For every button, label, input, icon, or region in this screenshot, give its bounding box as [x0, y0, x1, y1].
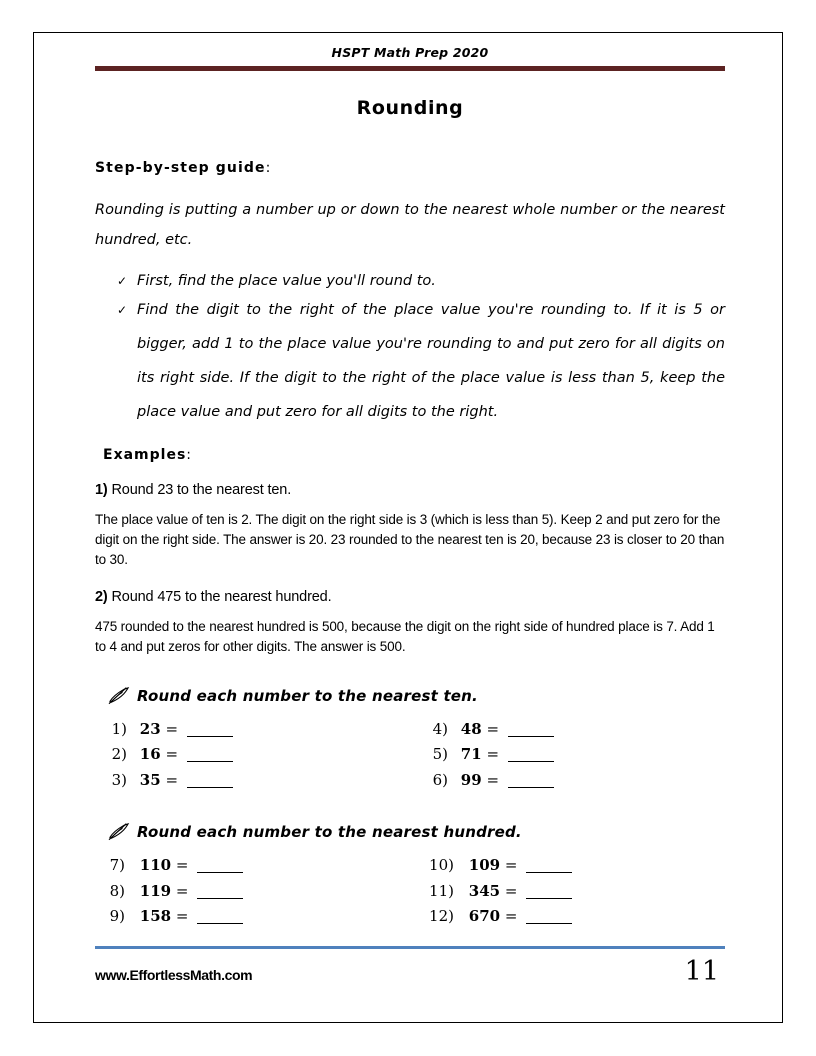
- equals-sign: =: [175, 881, 189, 900]
- footer-row: [95, 958, 725, 986]
- page-content: [95, 46, 725, 930]
- exercise-index: 1): [111, 719, 127, 738]
- example-answer: 475 rounded to the nearest hundred is 500, because the digit on the right side of hundred place is 7. Add 1 to 4 and put zeros for other digits. The answer is 500.: [95, 618, 715, 654]
- examples-heading-colon: :: [186, 446, 191, 463]
- quill-pen-icon: [108, 685, 130, 705]
- exercise-index: 2): [111, 745, 127, 763]
- exercise-value: 99: [460, 770, 482, 789]
- exercise-item: [410, 904, 725, 930]
- exercise-item: [95, 742, 410, 768]
- guide-heading-colon: :: [265, 160, 271, 176]
- header-rule: [95, 66, 725, 71]
- example-number: 1): [95, 481, 108, 498]
- example-question-text: Round 23 to the nearest ten.: [111, 481, 292, 498]
- exercise-item: [410, 879, 725, 905]
- exercise-value: 23: [139, 719, 161, 738]
- exercise-value: 109: [468, 856, 501, 874]
- answer-blank[interactable]: [508, 736, 554, 737]
- example-question: [95, 589, 725, 605]
- running-header: HSPT Math Prep 2020: [331, 45, 489, 60]
- exercise-heading-hundreds: [95, 823, 725, 841]
- list-item: [95, 270, 725, 292]
- guide-bullet-list: [95, 270, 725, 429]
- equals-sign: =: [504, 881, 518, 900]
- exercise-value: 158: [139, 907, 172, 925]
- exercise-value: 119: [139, 881, 172, 900]
- answer-blank[interactable]: [526, 898, 572, 899]
- equals-sign: =: [504, 856, 518, 874]
- answer-blank[interactable]: [187, 787, 233, 788]
- example-question-text: Round 475 to the nearest hundred.: [111, 588, 332, 605]
- exercise-heading-label: Round each number to the nearest hundred.: [137, 823, 522, 841]
- check-mark-icon: ✓: [117, 273, 128, 288]
- exercise-index: 8): [109, 881, 125, 900]
- list-item-label: First, find the place value you'll round to.: [137, 272, 436, 289]
- equals-sign: =: [504, 907, 518, 925]
- equals-sign: =: [165, 719, 179, 738]
- page-footer: [95, 946, 725, 986]
- exercise-index: 3): [111, 770, 127, 789]
- exercise-value: 670: [468, 907, 501, 925]
- examples-heading-text: Examples: [103, 446, 187, 463]
- answer-blank[interactable]: [508, 761, 554, 762]
- exercise-item: [410, 742, 725, 768]
- exercise-heading-label: Round each number to the nearest ten.: [137, 686, 478, 705]
- quill-pen-icon: [108, 821, 130, 841]
- example-number: 2): [95, 588, 108, 605]
- footer-website[interactable]: www.EffortlessMath.com: [95, 967, 253, 983]
- example-question: [95, 482, 725, 498]
- exercise-column-right: [410, 717, 725, 794]
- exercise-index: 4): [432, 719, 448, 738]
- exercise-index: 11): [429, 881, 454, 900]
- answer-blank[interactable]: [526, 872, 572, 873]
- guide-heading: [95, 160, 725, 176]
- exercise-item: [410, 717, 725, 743]
- equals-sign: =: [165, 770, 179, 789]
- exercise-value: 16: [139, 745, 161, 763]
- equals-sign: =: [165, 745, 179, 763]
- answer-blank[interactable]: [197, 923, 243, 924]
- exercise-value: 35: [139, 770, 161, 789]
- answer-blank[interactable]: [197, 898, 243, 899]
- check-mark-icon: ✓: [117, 302, 128, 317]
- exercise-item: [95, 768, 410, 794]
- example-answer: The place value of ten is 2. The digit on the right side is 3 (which is less than 5). Keep 2 and put zero for the digit on the right side. The answer is 20. 23 rounded to the nearest ten is 20, because 23 is closer to 20 than to 30.: [95, 511, 725, 567]
- page-number: 11: [684, 956, 719, 987]
- examples-heading: [95, 447, 725, 463]
- exercise-grid-tens: [95, 717, 725, 794]
- exercise-index: 5): [432, 745, 448, 763]
- exercise-index: 9): [109, 907, 125, 925]
- exercise-index: 6): [432, 770, 448, 789]
- exercise-heading-tens: [95, 687, 725, 705]
- exercise-value: 345: [468, 881, 501, 900]
- exercise-value: 110: [139, 856, 172, 874]
- answer-blank[interactable]: [187, 761, 233, 762]
- answer-blank[interactable]: [187, 736, 233, 737]
- exercise-item: [95, 879, 410, 905]
- list-item: [95, 293, 725, 429]
- exercise-item: [410, 768, 725, 794]
- list-item-label: Find the digit to the right of the place value you're rounding to. If it is 5 or bigger, add 1 to the place value you're rounding to and put zero for all digits on its right side. If the digit to the right of the place value is less than 5, keep the place value and put zero for all digits to the right.: [137, 301, 725, 420]
- exercise-item: [95, 717, 410, 743]
- guide-intro: Rounding is putting a number up or down to the nearest whole number or the nearest hundred, etc.: [95, 202, 725, 248]
- exercise-grid-hundreds: [95, 853, 725, 930]
- exercise-value: 71: [460, 745, 482, 763]
- exercise-value: 48: [460, 719, 482, 738]
- equals-sign: =: [486, 719, 500, 738]
- equals-sign: =: [175, 856, 189, 874]
- exercise-item: [95, 853, 410, 879]
- exercise-column-left: [95, 853, 410, 930]
- exercise-index: 10): [429, 856, 454, 874]
- guide-heading-text: Step-by-step guide: [95, 160, 266, 176]
- exercise-index: 12): [429, 907, 454, 925]
- exercise-index: 7): [109, 856, 125, 874]
- equals-sign: =: [486, 770, 500, 789]
- exercise-item: [410, 853, 725, 879]
- equals-sign: =: [486, 745, 500, 763]
- exercise-item: [95, 904, 410, 930]
- exercise-column-left: [95, 717, 410, 794]
- equals-sign: =: [175, 907, 189, 925]
- answer-blank[interactable]: [508, 787, 554, 788]
- answer-blank[interactable]: [526, 923, 572, 924]
- page-title: Rounding: [356, 97, 464, 119]
- footer-rule: [95, 946, 725, 949]
- answer-blank[interactable]: [197, 872, 243, 873]
- exercise-column-right: [410, 853, 725, 930]
